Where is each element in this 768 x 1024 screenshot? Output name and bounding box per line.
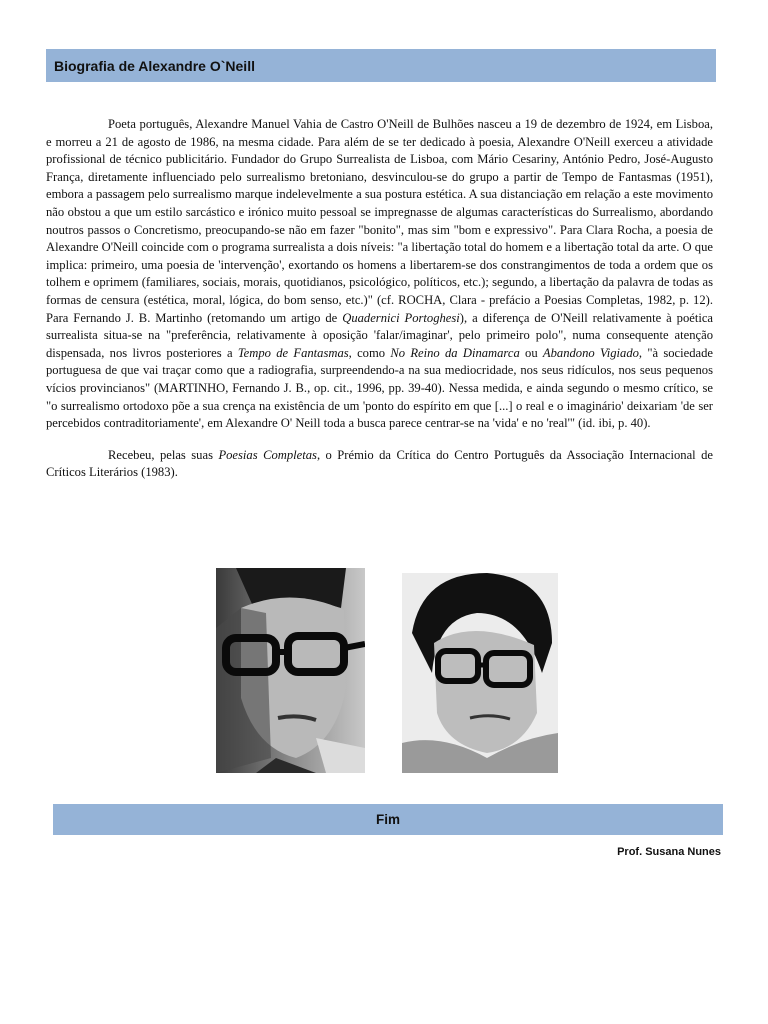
portrait-photo-older [402,573,558,773]
text-span: , "à sociedade portuguesa de que vai traçar como que a radiografia, surpreendendo-a na sua mediocridade, nos seus ridículos, nos seus pequenos vícios provincianos" (MARTINHO, Fernando J. B., op. cit., 1996, pp. 39-40). Nessa medida, e ainda segundo o mesmo crítico, se "o surrealismo ortodoxo põe a sua crença na existência de um 'ponto do espírito em que [...] o real e o imaginário' deixariam 'de ser percebidos contraditoriamente', em Alexandre O' Neill toda a busca parece centrar-se na 'vida' e no 'real'" (id. ibi, p. 40). [46,345,714,431]
book-title: Abandono Vigiado [542,345,639,360]
title-banner [46,49,716,82]
portrait-older-image [402,573,558,773]
text-span: ), a diferença de O'Neill relativamente à poética surrealista situa-se na "preferência, relativamente à oposição 'falar/imaginar', pelo primeiro polo", numa consequente atenção dispensada, nos livros posteriores a [46,310,714,360]
author-credit: Prof. Susana Nunes [617,846,721,858]
portrait-photo-young [216,568,365,773]
award-paragraph [46,447,713,482]
text-span: Recebeu, pelas suas [108,447,219,462]
end-label: Fim [375,812,400,827]
end-banner [53,804,723,835]
text-span: , o Prémio da Crítica do Centro Português da Associação Internacional de Críticos Literários (1983). [46,447,714,480]
book-title: Quadernici Portoghesi [342,310,460,325]
portrait-young-image [216,568,365,773]
text-span: ou [519,345,543,360]
book-title: Poesias Completas [218,447,317,462]
book-title: No Reino da Dinamarca [390,345,520,360]
text-span: Poeta português, Alexandre Manuel Vahia de Castro O'Neill de Bulhões nasceu a 19 de dezembro de 1924, em Lisboa, e morreu a 21 de agosto de 1986, na mesma cidade. Para além de se ter dedicado à poesia, Alexandre O'Neill exerceu a atividade profissional de técnico publicitário. Fundador do Grupo Surrealista de Lisboa, com Mário Cesariny, António Pedro, José-Augusto França, diretamente influenciado pelo surrealismo bretoniano, desvinculou-se do grupo a partir de Tempo de Fantasmas (1951), embora a passagem pelo surrealismo marque indelevelmente a sua postura estética. A sua distanciação em relação a este movimento não obstou a que um estilo sarcástico e irónico muito pessoal se impregnasse de algumas características do Surrealismo, abordando noutros passos o Concretismo, preocupando-se não em fazer "bonito", mas sim "bom e expressivo". Para Clara Rocha, a poesia de Alexandre O'Neill coincide com o programa surrealista a dois níveis: "a libertação total do homem e a libertação total da arte. O que implica: primeiro, uma poesia de 'intervenção', exortando os homens a libertarem-se dos constrangimentos de toda a ordem que os tolhem e oprimem (familiares, sociais, morais, quotidianos, psicológico, políticos, etc.); segundo, a libertação da palavra de todas as formas de censura (estética, moral, lógica, do bom senso, etc.)" (cf. ROCHA, Clara - prefácio a Poesias Completas, 1982, p. 12). Para Fernando J. B. Martinho (retomando um artigo de [46,117,713,325]
text-span: , como [348,345,391,360]
biography-text [46,116,713,482]
page-title: Biografia de Alexandre O`Neill [54,57,255,74]
biography-paragraph [46,116,713,433]
book-title: Tempo de Fantasmas [237,345,349,360]
